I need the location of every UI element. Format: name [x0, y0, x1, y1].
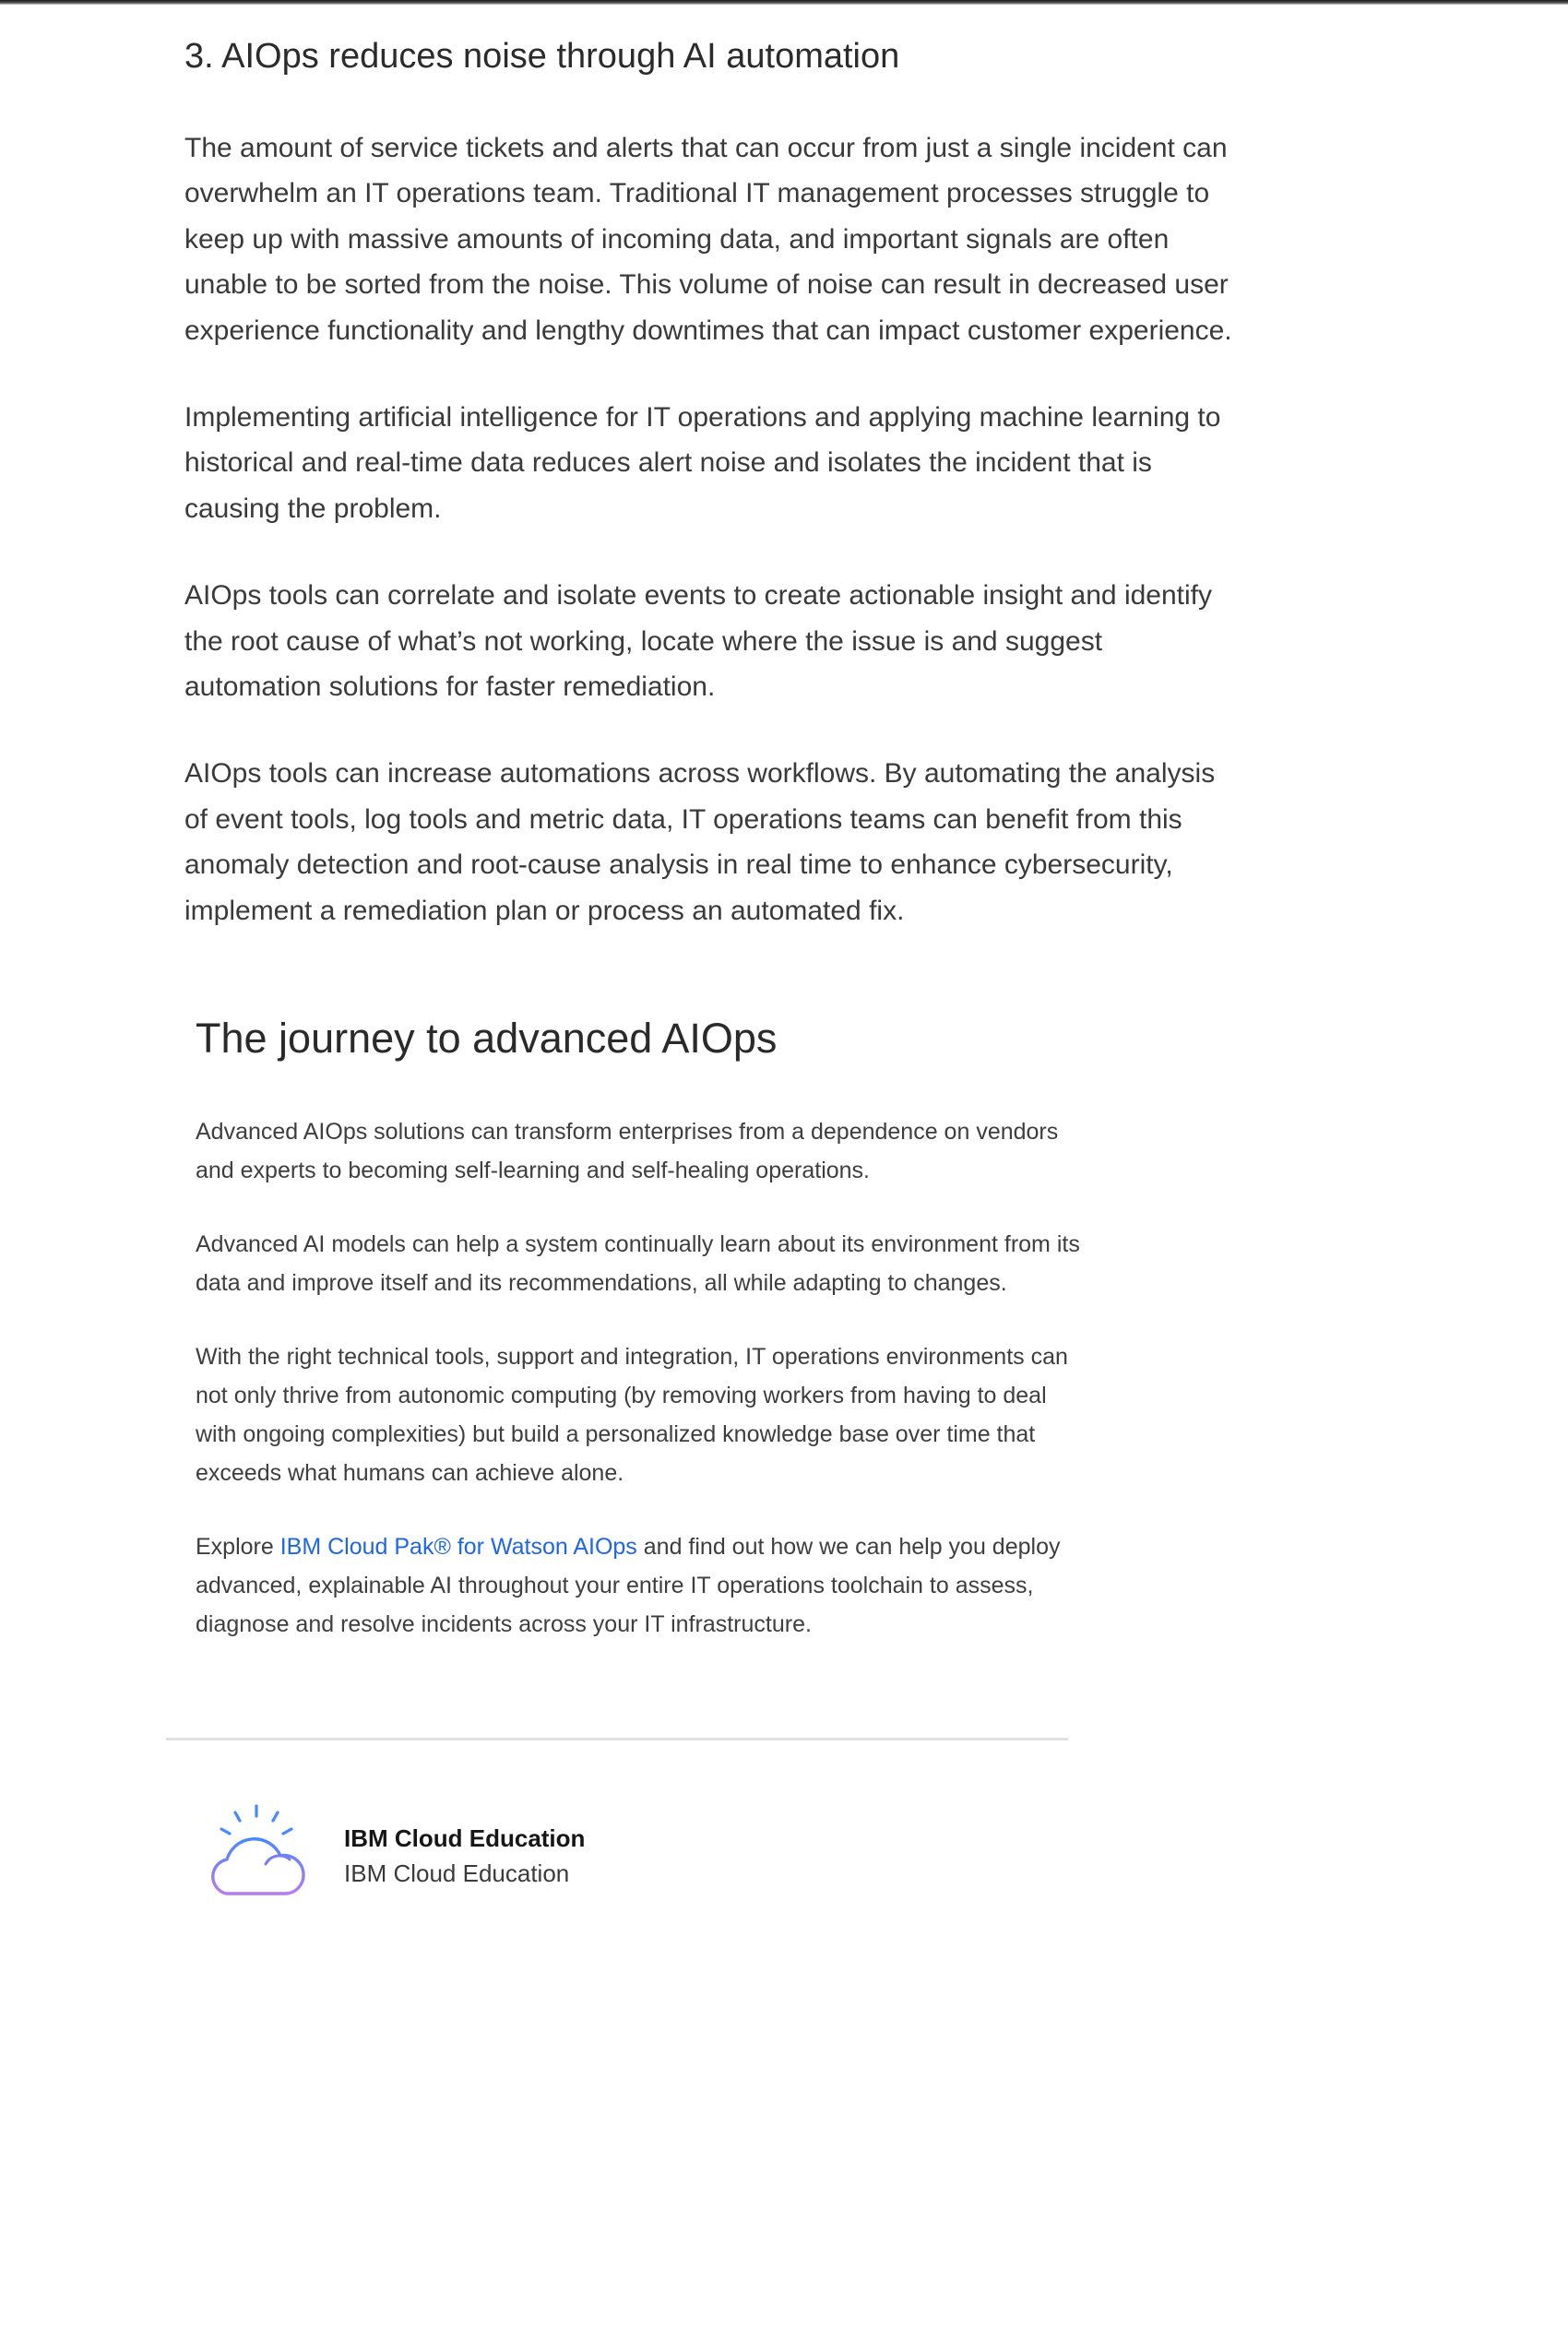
author-card: [201, 1799, 754, 1909]
cloud-icon: [201, 1799, 312, 1900]
watson-aiops-link[interactable]: IBM Cloud Pak® for Watson AIOps: [279, 1534, 637, 1560]
author-organization: IBM Cloud Education: [344, 1859, 570, 1887]
section-journey: [196, 1005, 1081, 1679]
journey-heading: The journey to advanced AIOps: [196, 1015, 778, 1062]
paragraph: AIOps tools can increase automations across workflows. By automating the analysis of event tools, log tools and metric data, IT operations teams can benefit from this anomaly detection and root-cause analysis in real time to enhance cybersecurity, implement a remediation plan or process an automated fix.: [184, 758, 1216, 926]
section-heading: 3. AIOps reduces noise through AI automation: [184, 37, 900, 76]
paragraph: Advanced AIOps solutions can transform enterprises from a dependence on vendors and experts to becoming self-learning and self-healing operations.: [196, 1119, 1059, 1183]
divider: [166, 1738, 1068, 1740]
top-border: [0, 0, 1568, 5]
cta-prefix: Explore: [196, 1534, 280, 1560]
paragraph: With the right technical tools, support and integration, IT operations environments can not only thrive from autonomic computing (by removing workers from having to deal with ongoing complexities) but build a personalized knowledge base over time that exceeds what humans can achieve alone.: [196, 1344, 1068, 1486]
paragraph: Advanced AI models can help a system continually learn about its environment from its data and improve itself and its recommendations, all while adapting to changes.: [196, 1231, 1080, 1296]
cta-paragraph: [196, 1527, 1081, 1644]
author-name[interactable]: IBM Cloud Education: [344, 1824, 586, 1852]
paragraph: The amount of service tickets and alerts that can occur from just a single incident can overwhelm an IT operations team. Traditional IT management processes struggle to keep up with massive amounts of incoming data, and important signals are often unable to be sorted from the noise. This volume of noise can result in decreased user experience functionality and lengthy downtimes that can impact customer experience.: [184, 133, 1232, 346]
section-aiops-noise: [184, 28, 1245, 975]
cta-suffix: and find out how we can help you deploy advanced, explainable AI throughout your entire IT operations toolchain to assess, diagnose and resolve incidents across your IT infrastructure.: [196, 1534, 1061, 1637]
author-text: [344, 1821, 585, 1891]
paragraph: Implementing artificial intelligence for IT operations and applying machine learning to historical and real-time data reduces alert noise and isolates the incident that is causing the problem.: [184, 402, 1221, 524]
paragraph: AIOps tools can correlate and isolate events to create actionable insight and identify the root cause of what’s not working, locate where the issue is and suggest automation solutions for faster remediation.: [184, 580, 1212, 703]
